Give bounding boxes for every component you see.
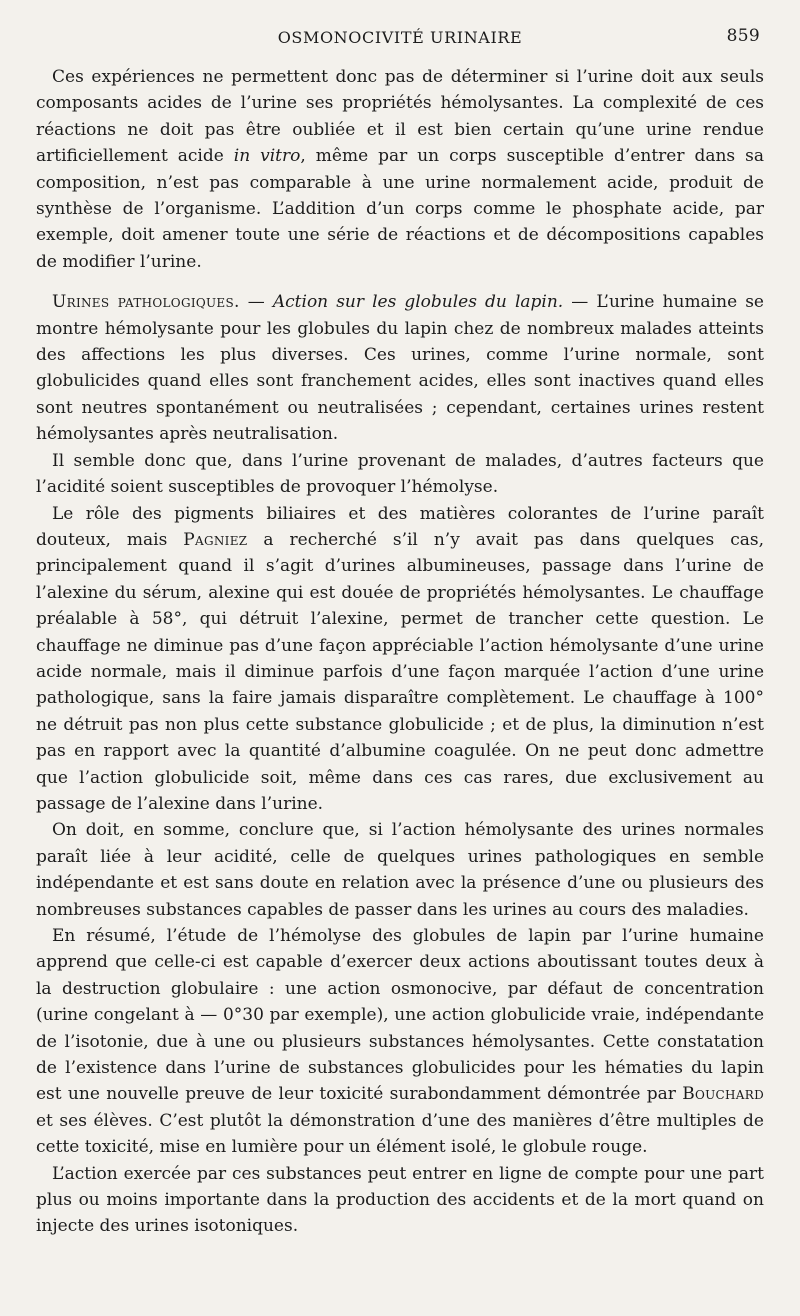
paragraph-4-text-b: a recherché s’il n’y avait pas dans quelques cas, principalement quand il s’agit d’urines albumineuses, passage dans l’urine de l’alexine du sérum, alexine qui est douée de propriétés hémolysantes. Le chauffage préalable à 58°, qui détruit l’alexine, permet de trancher cette question. Le chauffage ne diminue pas d’une façon appréciable l’action hémolysante d’une urine acide normale, mais il diminue parfois d’une façon marquée l’action d’une urine pathologique, sans la faire jamais disparaître complètement. Le chauffage à 100° ne détruit pas non plus cette substance globulicide ; et de plus, la diminution n’est pas en rapport avec la quantité d’albumine coagulée. On ne peut donc admettre que l’action globulicide soit, même dans ces cas rares, due exclusivement au passage de l’alexine dans l’urine. [36, 529, 765, 814]
section-heading: Urines pathologiques. [52, 292, 240, 313]
section-gap [36, 275, 764, 289]
paragraph-6-text-a: En résumé, l’étude de l’hémolyse des globules de lapin par l’urine humaine apprend que celle-ci est capable d’exercer deux actions aboutissant toutes deux à la destruction globulaire : une action osmonocive, par défaut de concentration (urine congelant à — 0°30 par exemple), une action globulicide vraie, indépendante de l’isotonie, due à une ou plusieurs substances hémolysantes. Cette constatation de l’existence dans l’urine de substances globulicides pour les hématies du lapin est une nouvelle preuve de leur toxicité surabondamment démontrée par [36, 926, 764, 1105]
author-name-pagniez: Pagniez [183, 529, 248, 550]
running-head [36, 26, 764, 54]
author-name-bouchard: Bouchard [682, 1084, 764, 1105]
paragraph-3 [36, 448, 764, 501]
paragraph-3-text: Il semble donc que, dans l’urine provenant de malades, d’autres facteurs que l’acidité soient susceptibles de provoquer l’hémolyse. [36, 450, 764, 498]
body-text [36, 64, 764, 1240]
section-subheading: Action sur les globules du lapin. [272, 292, 564, 313]
paragraph-4-text-a: Le rôle des pigments biliaires et des matières colorantes de l’urine paraît douteux, mais [36, 503, 764, 550]
paragraph-6 [36, 923, 764, 1161]
paragraph-1-text: Ces expériences ne permettent donc pas de déterminer si l’urine doit aux seuls composants acides de l’urine ses propriétés hémolysantes. La complexité de ces réactions ne doit pas être oubliée et il est bien certain qu’une urine rendue artificiellement acide [36, 67, 764, 167]
paragraph-1-tail: , même par un corps susceptible d’entrer dans sa composition, n’est pas comparable à une urine normalement acide, produit de synthèse de l’organisme. L’addition d’un corps comme le phosphate acide, par exemple, doit amener toute une série de réactions et de décompositions capables de modifier l’urine. [36, 146, 764, 272]
paragraph-2-text: — L’urine humaine se montre hémolysante pour les globules du lapin chez de nombreux malades atteints des affections les plus diverses. Ces urines, comme l’urine normale, sont globulicides quand elles sont franchement acides, elles sont inactives quand elles sont neutres spontanément ou neutralisées ; cependant, certaines urines restent hémolysantes après neutralisation. [36, 292, 764, 445]
paragraph-7-text: L’action exercée par ces substances peut entrer en ligne de compte pour une part plus ou moins importante dans la production des accidents et de la mort quand on injecte des urines isotoniques. [36, 1163, 764, 1237]
page-number: 859 [726, 26, 760, 46]
paragraph-5-text: On doit, en somme, conclure que, si l’action hémolysante des urines normales paraît liée à leur acidité, celle de quelques urines pathologiques en semble indépendante et est sans doute en relation avec la présence d’une ou plusieurs des nombreuses substances capables de passer dans les urines au cours des maladies. [36, 820, 764, 920]
section-heading-separator: — [239, 292, 273, 313]
paragraph-1 [36, 64, 764, 275]
paragraph-4 [36, 501, 764, 818]
paragraph-1-italic: in vitro [233, 146, 301, 167]
paragraph-7 [36, 1161, 764, 1240]
paragraph-5 [36, 817, 764, 923]
running-title: OSMONOCIVITÉ URINAIRE [277, 28, 523, 47]
paragraph-6-text-b: et ses élèves. C’est plutôt la démonstration d’une des manières d’être multiples de cette toxicité, mise en lumière pour un élément isolé, le globule rouge. [36, 1110, 764, 1158]
paragraph-2 [36, 289, 764, 447]
